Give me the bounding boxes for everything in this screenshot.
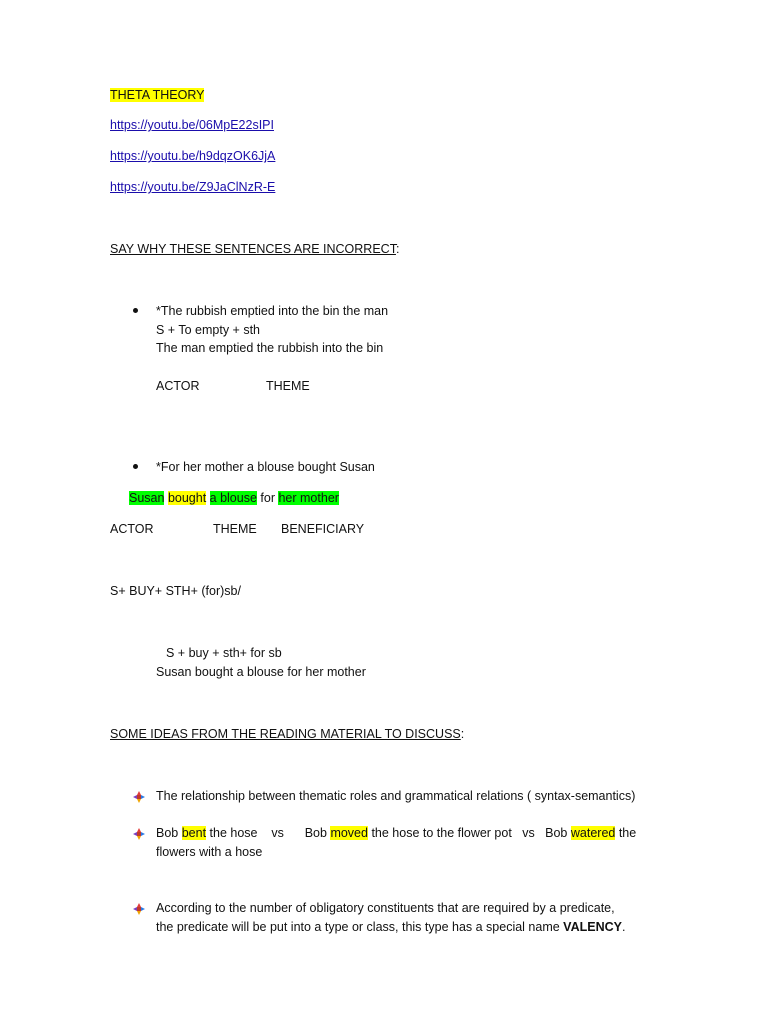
item2-sentence: *For her mother a blouse bought Susan [156,460,375,474]
word-for: for [260,491,275,505]
word-a-blouse: a blouse [209,491,257,505]
title-text: THETA THEORY [110,88,205,102]
section-heading-ideas [110,727,464,742]
four-color-arrow-icon [133,903,145,915]
page-title [110,88,204,103]
section-heading-colon: : [460,727,465,741]
item2-role-beneficiary: BENEFICIARY [281,522,365,536]
four-color-arrow-icon [133,828,145,840]
bullet-icon [133,464,138,469]
idea-2-line-1 [156,826,636,841]
word-susan: Susan [129,491,165,505]
four-color-arrow-icon [133,791,145,803]
video-link-3[interactable]: https://youtu.be/Z9JaClNzR-E [110,180,276,194]
idea-3-part-1: the predicate will be put into a type or class, this type has a special name [156,920,564,934]
word-bent: bent [181,826,207,840]
idea-3-line-1: According to the number of obligatory constituents that are required by a predicate, [156,901,615,915]
word-watered: watered [570,826,616,840]
idea-2-part-3: the hose to the flower pot vs Bob [367,826,571,840]
word-her-mother: her mother [278,491,339,505]
item1-corrected: The man emptied the rubbish into the bin [156,341,384,355]
idea-2-part-2: the hose vs Bob [206,826,331,840]
item1-role-actor: ACTOR [156,379,200,393]
item2-highlighted-sentence [129,491,339,506]
item1-pattern: S + To empty + sth [156,323,260,337]
idea-2-line-2: flowers with a hose [156,845,263,859]
word-bought: bought [167,491,207,505]
bullet-icon [133,308,138,313]
idea-2-part-4: the [615,826,637,840]
video-link-1[interactable]: https://youtu.be/06MpE22sIPI [110,118,274,132]
video-link-2[interactable]: https://youtu.be/h9dqzOK6JjA [110,149,276,163]
word-moved: moved [330,826,368,840]
item2-role-theme: THEME [213,522,257,536]
section-heading-colon: : [395,242,400,256]
link-row-2 [110,149,275,164]
link-row-1 [110,118,274,133]
item2-formula: S+ BUY+ STH+ (for)sb/ [110,584,241,598]
item2-role-actor: ACTOR [110,522,154,536]
idea-3-period: . [621,920,626,934]
section-heading-incorrect [110,242,399,257]
idea-2-part-1: Bob [156,826,182,840]
item1-sentence: *The rubbish emptied into the bin the man [156,304,389,318]
idea-3-line-2 [156,920,625,935]
item2-corrected: Susan bought a blouse for her mother [156,665,366,679]
item2-pattern: S + buy + sth+ for sb [166,646,282,660]
link-row-3 [110,180,275,195]
item1-role-theme: THEME [266,379,310,393]
section-heading-text: SOME IDEAS FROM THE READING MATERIAL TO DISCUSS [110,727,461,741]
idea-1-text: The relationship between thematic roles and grammatical relations ( syntax-semantics) [156,789,636,803]
term-valency: VALENCY [563,920,622,934]
section-heading-text: SAY WHY THESE SENTENCES ARE INCORRECT [110,242,396,256]
